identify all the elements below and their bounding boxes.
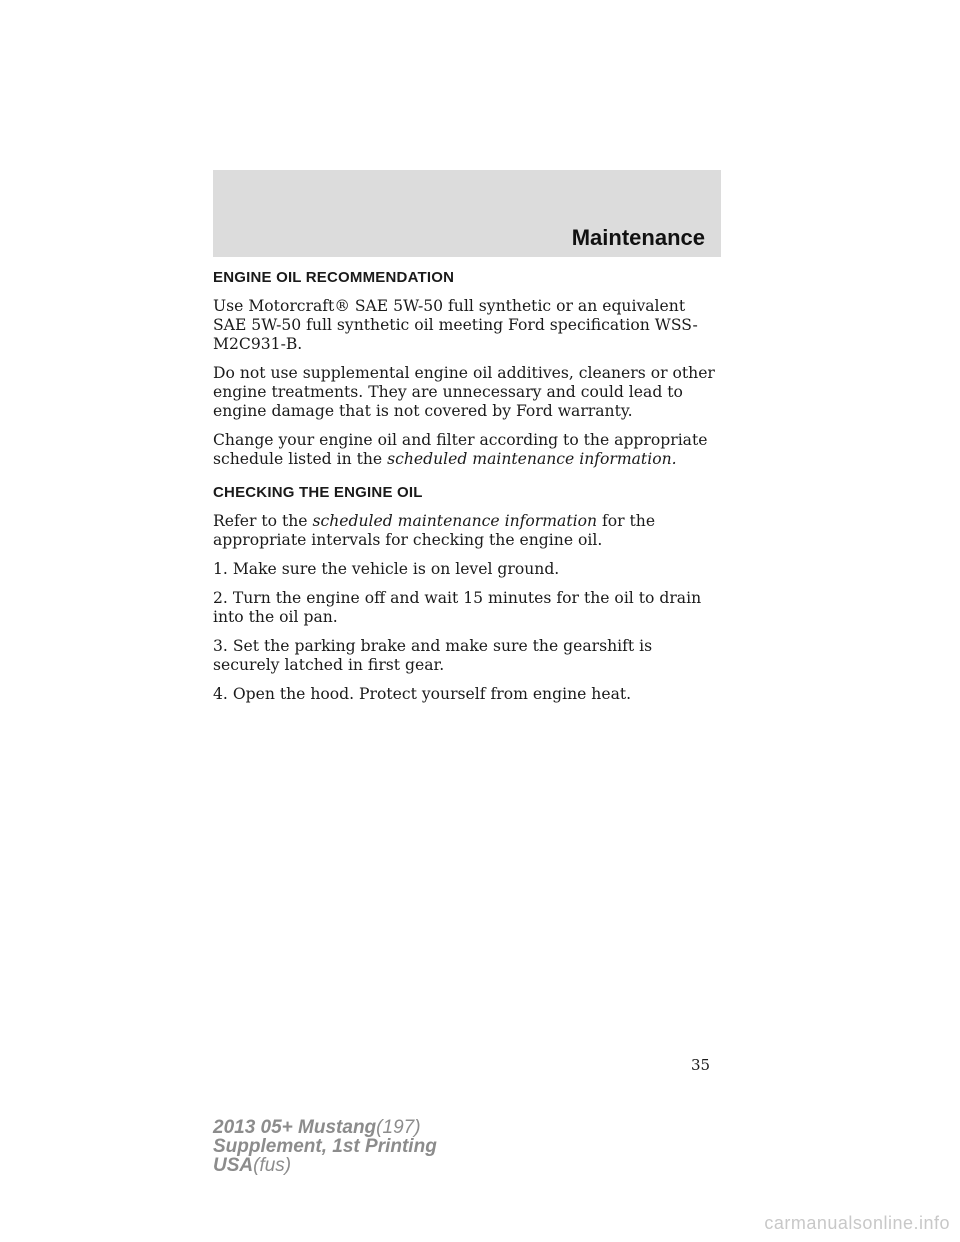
print-footer (213, 1118, 437, 1175)
paragraph-change-schedule (213, 431, 723, 469)
heading-checking-oil: CHECKING THE ENGINE OIL (213, 484, 423, 501)
paragraph-oil-spec: Use Motorcraft® SAE 5W-50 full synthetic or an equivalent SAE 5W-50 full synthetic oil meeting Ford specification WSS-M2C931-B. (213, 297, 698, 353)
step-1: 1. Make sure the vehicle is on level ground. (213, 560, 560, 578)
footer-line-2: Supplement, 1st Printing (213, 1136, 437, 1157)
footer-model: 2013 05+ Mustang (213, 1117, 377, 1138)
footer-line-1 (213, 1118, 437, 1137)
paragraph-refer-to (213, 512, 723, 550)
text: for the appropriate intervals for checking the engine oil. (213, 512, 656, 549)
footer-market: USA (213, 1155, 254, 1176)
heading-oil-recommendation: ENGINE OIL RECOMMENDATION (213, 269, 455, 286)
text: Change your engine oil and filter according to the appropriate schedule listed in the (213, 431, 708, 468)
step-2: 2. Turn the engine off and wait 15 minutes for the oil to drain into the oil pan. (213, 589, 702, 626)
step-4: 4. Open the hood. Protect yourself from engine heat. (213, 685, 632, 703)
page-number: 35 (691, 1056, 711, 1074)
text: Refer to the (213, 512, 313, 530)
paragraph-additives-warning: Do not use supplemental engine oil additives, cleaners or other engine treatments. They are unnecessary and could lead to engine damage that is not covered by Ford warranty. (213, 364, 715, 420)
footer-line-3 (213, 1156, 437, 1175)
watermark: carmanualsonline.info (764, 1213, 950, 1233)
page-content (213, 268, 723, 714)
footer-model-code: (197) (376, 1117, 421, 1138)
emphasis-scheduled-maintenance: scheduled maintenance information. (387, 450, 677, 468)
footer-market-code: (fus) (253, 1155, 292, 1176)
section-header-band (213, 170, 721, 257)
step-3: 3. Set the parking brake and make sure the gearshift is securely latched in first gear. (213, 637, 653, 674)
emphasis-scheduled-maintenance: scheduled maintenance information (312, 512, 598, 530)
section-title: Maintenance (571, 225, 705, 250)
